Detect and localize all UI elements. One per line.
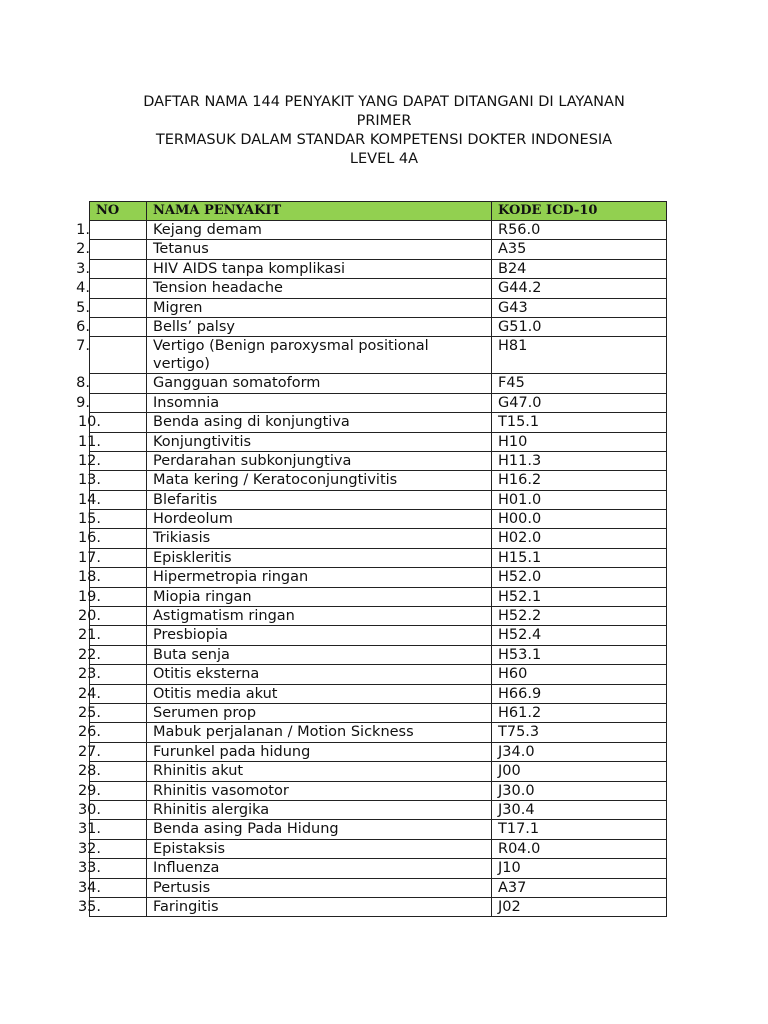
disease-name: Trikiasis	[147, 529, 492, 548]
row-number: 35.	[77, 898, 101, 915]
table-row	[90, 800, 667, 819]
row-no-cell	[76, 279, 147, 298]
table-row	[90, 221, 667, 240]
icd10-code: B24	[492, 259, 667, 278]
icd10-code: G44.2	[492, 279, 667, 298]
icd10-code: T75.3	[492, 723, 667, 742]
disease-name: Bells’ palsy	[147, 317, 492, 336]
row-no-cell	[77, 432, 147, 451]
row-number: 32.	[77, 840, 101, 857]
document-title	[90, 93, 678, 169]
disease-name: Hordeolum	[147, 510, 492, 529]
table-row	[90, 529, 667, 548]
title-line-1: DAFTAR NAMA 144 PENYAKIT YANG DAPAT DITANGANI DI LAYANAN	[143, 94, 625, 110]
table-row	[90, 374, 667, 393]
icd10-code: J30.0	[492, 781, 667, 800]
row-number: 7.	[76, 338, 90, 355]
row-no-cell	[77, 800, 147, 819]
header-no: NO	[90, 202, 147, 221]
row-no-cell	[77, 878, 147, 897]
row-number: 16.	[77, 530, 101, 547]
icd10-code: R04.0	[492, 839, 667, 858]
icd10-code: R56.0	[492, 221, 667, 240]
icd10-code: H81	[492, 337, 667, 374]
icd10-code: F45	[492, 374, 667, 393]
icd10-code: H00.0	[492, 510, 667, 529]
row-no-cell	[76, 259, 147, 278]
row-no-cell	[77, 607, 147, 626]
row-no-cell	[77, 568, 147, 587]
table-row	[90, 451, 667, 470]
row-no-cell	[76, 374, 147, 393]
row-no-cell	[77, 820, 147, 839]
row-number: 17.	[77, 549, 101, 566]
row-number: 30.	[77, 801, 101, 818]
table-header-row	[90, 202, 667, 221]
row-number: 19.	[77, 588, 101, 605]
table-row	[90, 762, 667, 781]
table-row	[90, 607, 667, 626]
row-no-cell	[77, 626, 147, 645]
row-number: 25.	[77, 704, 101, 721]
disease-name: Otitis media akut	[147, 684, 492, 703]
disease-name: Rhinitis vasomotor	[147, 781, 492, 800]
row-no-cell	[77, 723, 147, 742]
icd10-code: T17.1	[492, 820, 667, 839]
table-row	[90, 393, 667, 412]
disease-name: Buta senja	[147, 645, 492, 664]
row-no-cell	[76, 221, 147, 240]
disease-name: Gangguan somatoform	[147, 374, 492, 393]
header-name: NAMA PENYAKIT	[147, 202, 492, 221]
row-no-cell	[76, 393, 147, 412]
row-number: 15.	[77, 511, 101, 528]
row-number: 13.	[77, 472, 101, 489]
table-row	[90, 510, 667, 529]
table-row	[90, 240, 667, 259]
row-number: 12.	[77, 452, 101, 469]
disease-name: Miopia ringan	[147, 587, 492, 606]
row-number: 31.	[77, 821, 101, 838]
disease-name: Insomnia	[147, 393, 492, 412]
row-number: 29.	[77, 782, 101, 799]
row-no-cell	[76, 240, 147, 259]
table-row	[90, 723, 667, 742]
disease-name: Mata kering / Keratoconjungtivitis	[147, 471, 492, 490]
disease-name: Tension headache	[147, 279, 492, 298]
title-line-3: TERMASUK DALAM STANDAR KOMPETENSI DOKTER INDONESIA	[155, 132, 613, 148]
row-no-cell	[77, 762, 147, 781]
table-row	[90, 781, 667, 800]
disease-name: Pertusis	[147, 878, 492, 897]
table-row	[90, 568, 667, 587]
disease-name: Rhinitis alergika	[147, 800, 492, 819]
disease-name: Influenza	[147, 859, 492, 878]
icd10-code: H52.2	[492, 607, 667, 626]
icd10-code: A37	[492, 878, 667, 897]
disease-name: Tetanus	[147, 240, 492, 259]
row-no-cell	[77, 684, 147, 703]
icd10-code: H16.2	[492, 471, 667, 490]
disease-name: Benda asing Pada Hidung	[147, 820, 492, 839]
icd10-code: H10	[492, 432, 667, 451]
disease-name: Otitis eksterna	[147, 665, 492, 684]
table-row	[90, 298, 667, 317]
icd10-code: H60	[492, 665, 667, 684]
row-number: 14.	[77, 491, 101, 508]
row-no-cell	[77, 742, 147, 761]
header-code: KODE ICD-10	[492, 202, 667, 221]
icd10-code: G43	[492, 298, 667, 317]
row-number: 21.	[77, 627, 101, 644]
row-no-cell	[76, 317, 147, 336]
row-no-cell	[77, 548, 147, 567]
table-row	[90, 471, 667, 490]
row-no-cell	[77, 529, 147, 548]
disease-name: Konjungtivitis	[147, 432, 492, 451]
row-no-cell	[77, 587, 147, 606]
disease-name: Furunkel pada hidung	[147, 742, 492, 761]
disease-name: Faringitis	[147, 897, 492, 916]
row-number: 9.	[76, 394, 90, 411]
title-line-2: PRIMER	[356, 113, 412, 129]
row-number: 5.	[76, 299, 90, 316]
table-row	[90, 645, 667, 664]
icd10-code: H66.9	[492, 684, 667, 703]
disease-name: Vertigo (Benign paroxysmal positional vertigo)	[147, 337, 492, 374]
row-number: 11.	[77, 433, 101, 450]
icd10-code: H52.0	[492, 568, 667, 587]
row-number: 26.	[77, 724, 101, 741]
row-number: 18.	[77, 569, 101, 586]
title-line-4: LEVEL 4A	[349, 151, 419, 167]
row-number: 34.	[77, 879, 101, 896]
icd10-code: H15.1	[492, 548, 667, 567]
row-no-cell	[77, 510, 147, 529]
icd10-code: T15.1	[492, 413, 667, 432]
table-row	[90, 742, 667, 761]
row-no-cell	[77, 451, 147, 470]
row-no-cell	[77, 645, 147, 664]
table-row	[90, 548, 667, 567]
row-no-cell	[77, 471, 147, 490]
icd10-code: H11.3	[492, 451, 667, 470]
table-row	[90, 490, 667, 509]
row-number: 20.	[77, 608, 101, 625]
row-number: 2.	[76, 241, 90, 258]
row-number: 33.	[77, 860, 101, 877]
row-number: 23.	[77, 666, 101, 683]
table-row	[90, 897, 667, 916]
icd10-code: H52.4	[492, 626, 667, 645]
icd10-code: H53.1	[492, 645, 667, 664]
disease-name: Blefaritis	[147, 490, 492, 509]
row-number: 27.	[77, 743, 101, 760]
icd10-code: J02	[492, 897, 667, 916]
icd10-code: H52.1	[492, 587, 667, 606]
icd10-code: H02.0	[492, 529, 667, 548]
disease-name: Epistaksis	[147, 839, 492, 858]
table-row	[90, 859, 667, 878]
disease-name: Rhinitis akut	[147, 762, 492, 781]
table-row	[90, 626, 667, 645]
row-number: 28.	[77, 763, 101, 780]
disease-name: Mabuk perjalanan / Motion Sickness	[147, 723, 492, 742]
disease-name: Hipermetropia ringan	[147, 568, 492, 587]
icd10-code: H61.2	[492, 703, 667, 722]
row-no-cell	[76, 298, 147, 317]
table-row	[90, 684, 667, 703]
table-row	[90, 432, 667, 451]
row-number: 3.	[76, 260, 90, 277]
icd10-code: G51.0	[492, 317, 667, 336]
disease-name: Astigmatism ringan	[147, 607, 492, 626]
row-no-cell	[77, 703, 147, 722]
disease-name: HIV AIDS tanpa komplikasi	[147, 259, 492, 278]
row-number: 10.	[77, 414, 101, 431]
icd10-code: J30.4	[492, 800, 667, 819]
icd10-code: G47.0	[492, 393, 667, 412]
table-row	[90, 317, 667, 336]
disease-table	[76, 201, 667, 917]
disease-name: Benda asing di konjungtiva	[147, 413, 492, 432]
table-row	[90, 703, 667, 722]
icd10-code: H01.0	[492, 490, 667, 509]
disease-name: Perdarahan subkonjungtiva	[147, 451, 492, 470]
icd10-code: J34.0	[492, 742, 667, 761]
row-number: 4.	[76, 280, 90, 297]
icd10-code: A35	[492, 240, 667, 259]
table-row	[90, 259, 667, 278]
row-no-cell	[77, 897, 147, 916]
row-no-cell	[77, 781, 147, 800]
row-number: 22.	[77, 646, 101, 663]
row-number: 1.	[76, 222, 90, 238]
table-row	[90, 413, 667, 432]
row-no-cell	[77, 839, 147, 858]
table-row	[90, 587, 667, 606]
row-no-cell	[77, 413, 147, 432]
table-row	[90, 820, 667, 839]
row-no-cell	[77, 490, 147, 509]
table-row	[90, 878, 667, 897]
table-row	[90, 665, 667, 684]
icd10-code: J10	[492, 859, 667, 878]
disease-name: Serumen prop	[147, 703, 492, 722]
disease-name: Presbiopia	[147, 626, 492, 645]
table-row	[90, 279, 667, 298]
table-row	[90, 337, 667, 374]
disease-name: Kejang demam	[147, 221, 492, 240]
table-body	[76, 221, 667, 917]
row-no-cell	[77, 665, 147, 684]
row-no-cell	[77, 859, 147, 878]
row-number: 24.	[77, 685, 101, 702]
row-no-cell	[76, 337, 147, 374]
row-number: 8.	[76, 375, 90, 392]
disease-name: Migren	[147, 298, 492, 317]
disease-name: Episkleritis	[147, 548, 492, 567]
icd10-code: J00	[492, 762, 667, 781]
row-number: 6.	[76, 318, 90, 335]
table-row	[90, 839, 667, 858]
